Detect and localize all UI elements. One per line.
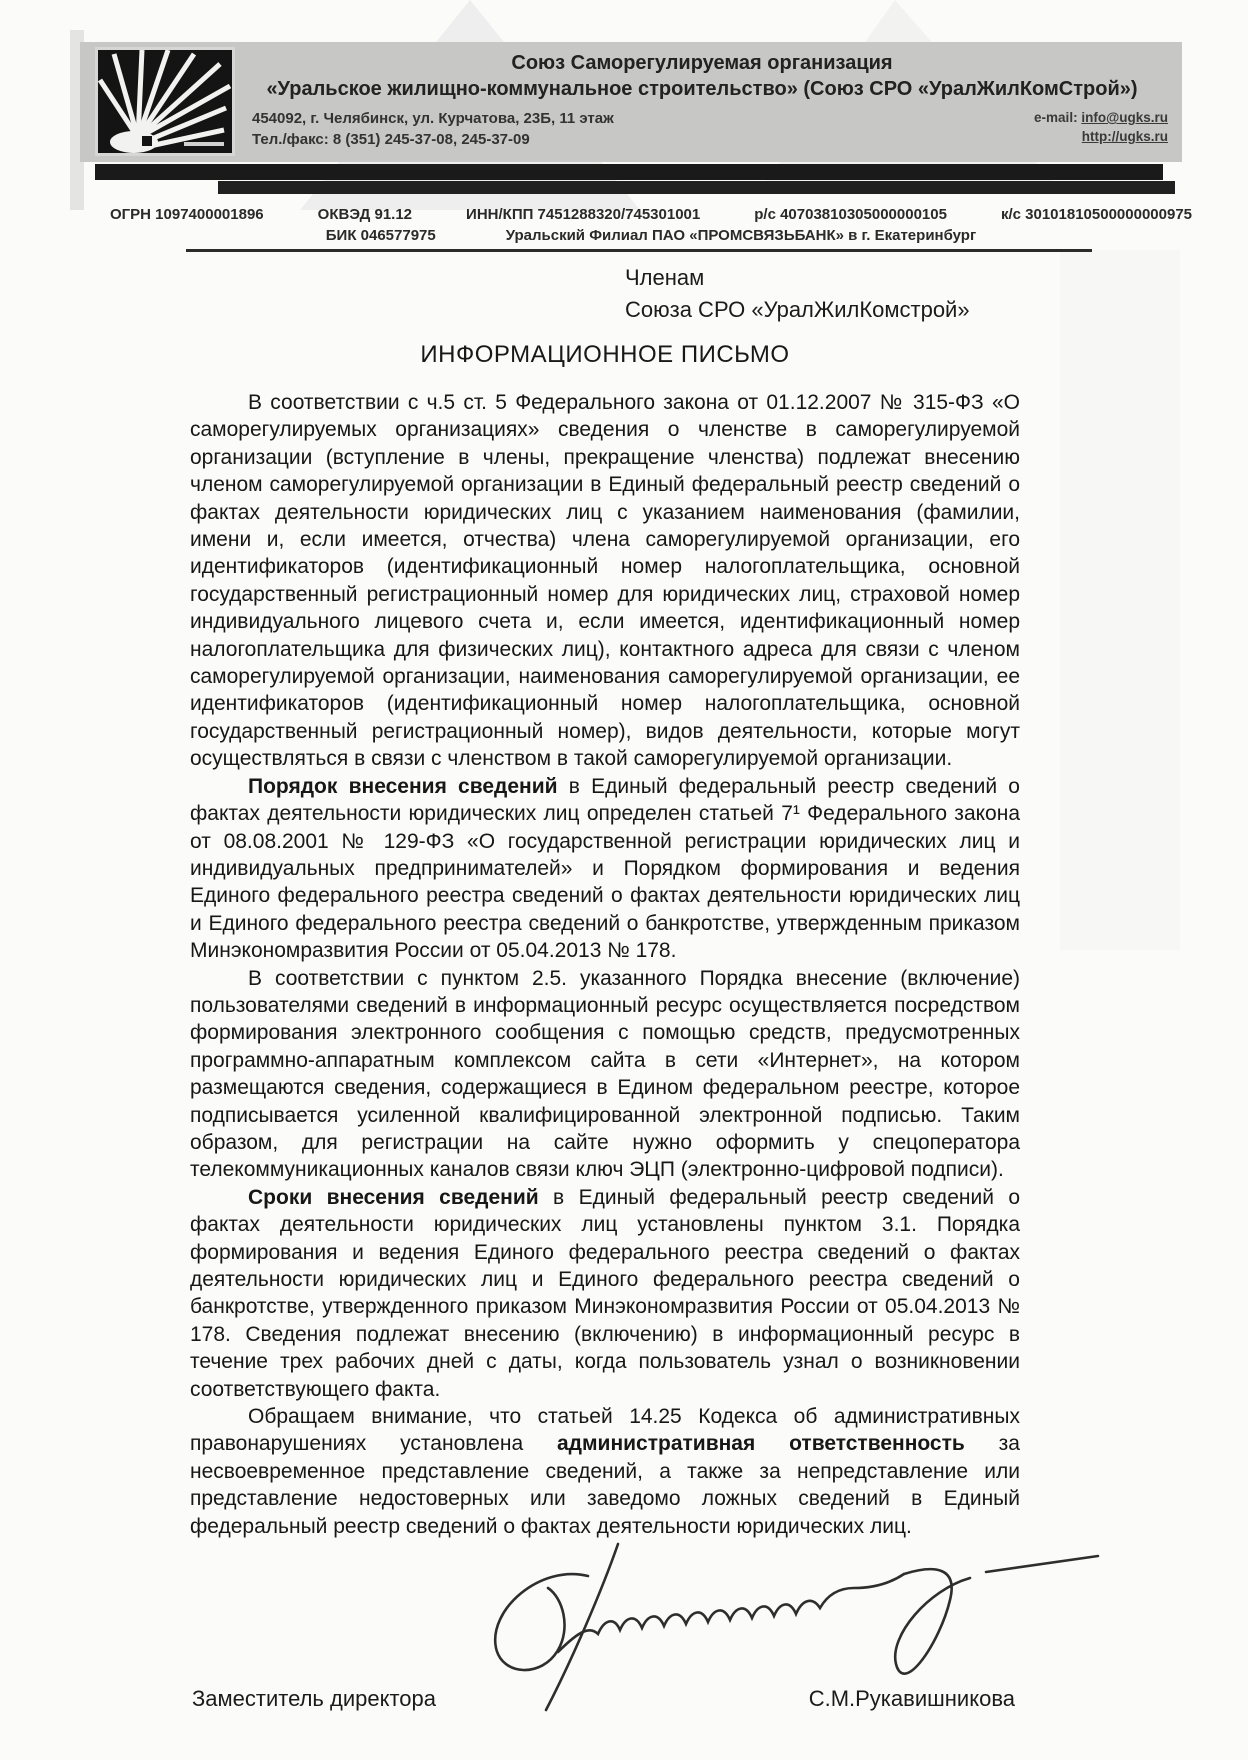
org-name-line1: Союз Саморегулируемая организация [511,52,893,74]
email-link: info@ugks.ru [1081,110,1168,125]
org-phone: Тел./факс: 8 (351) 245-37-08, 245-37-09 [252,131,530,148]
addressee-line2: Союза СРО «УралЖилКомстрой» [625,297,970,322]
requisite-bank: Уральский Филиал ПАО «ПРОМСВЯЗЬБАНК» в г. Екатеринбург [505,227,977,244]
body-paragraph: В соответствии с ч.5 ст. 5 Федерального закона от 01.12.2007 № 315-ФЗ «О саморегулируемых организациях» сведения о членстве в саморегулируемой организации (вступление в члены, прекращение членства) подлежат внесению членом саморегулируемой организации в Единый федеральный реестр сведений о фактах деятельности юридических лиц с указанием наименования (фамилии, имени и, если имеется, отчества) члена саморегулируемой организации, его идентификаторов (идентификационный номер налогоплательщика, основной государственный регистрационный номер для юридических лиц, страховой номер индивидуального лицевого счета и, если имеется, идентификационный номер налогоплательщика для физических лиц), контактного адреса для связи с членом саморегулируемой организации, наименования саморегулируемой организации, ее идентификаторов (идентификационный номер налогоплательщика, основной государственный регистрационный номер), видов деятельности, которые могут осуществляться в связи с членством в такой саморегулируемой организации. [190,391,1020,771]
requisites-row-1 [110,206,1192,223]
letter-body [190,389,1020,1540]
org-name-line2: «Уральское жилищно-коммунальное строительство» (Союз СРО «УралЖилКомСтрой») [266,78,1138,100]
letterhead-band [80,42,1182,162]
separator-bar-top [95,164,1163,180]
signer-name: С.М.Рукавишникова [808,1686,1015,1711]
org-contact-block [252,108,614,150]
requisites-underline [186,249,1092,252]
org-web-block [1034,108,1168,146]
requisite-ogrn: ОГРН 1097400001896 [110,206,264,223]
addressee-block [625,262,970,326]
body-paragraph: Порядок внесения сведений в Единый федеральный реестр сведений о фактах деятельности юридических лиц определен статьей 7¹ Федерального закона от 08.08.2001 № 129-ФЗ «О государственной регистрации юридических лиц и индивидуальных предпринимателей» и Порядком формирования и ведения Единого федерального реестра сведений о фактах деятельности юридических лиц и Единого федерального реестра сведений о банкротстве, утвержденным приказом Минэкономразвития России от 05.04.2013 № 178. [190,774,1020,963]
sun-rays-icon [98,50,232,153]
signer-position: Заместитель директора [192,1686,436,1711]
org-logo [98,50,232,153]
requisites-block [110,206,1192,252]
email-row [1034,108,1168,127]
requisite-bik: БИК 046577975 [325,227,436,244]
scan-artifact [1060,250,1180,950]
requisite-innkpp: ИНН/КПП 7451288320/745301001 [466,206,701,223]
requisite-ks: к/с 30101810500000000975 [1000,206,1192,223]
body-paragraph: Сроки внесения сведений в Единый федеральный реестр сведений о фактах деятельности юридических лиц установлены пунктом 3.1. Порядка формирования и ведения Единого федерального реестра сведений о фактах деятельности юридических лиц и Единого федерального реестра сведений о банкротстве, утвержденного приказом Минэкономразвития России от 05.04.2013 № 178. Сведения подлежат внесению (включению) в информационный ресурс в течение трех рабочих дней с даты, когда пользователь узнал о возникновении соответствующего факта. [190,1185,1020,1401]
org-address: 454092, г. Челябинск, ул. Курчатова, 23Б, 11 этаж [252,110,614,127]
website-link: http://ugks.ru [1081,129,1168,144]
requisite-rs: р/с 40703810305000000105 [754,206,947,223]
requisite-okved: ОКВЭД 91.12 [317,206,413,223]
requisites-row-2 [110,227,1192,244]
separator-bar-bottom [218,181,1175,194]
body-paragraph: Обращаем внимание, что статьей 14.25 Кодекса об административных правонарушениях установлена административная ответственность за несвоевременное представление сведений, а также за непредставление или представление недостоверных или заведомо ложных сведений в Единый федеральный реестр сведений о фактах деятельности юридических лиц. [190,1405,1020,1538]
body-paragraph: В соответствии с пунктом 2.5. указанного Порядка внесение (включение) пользователями сведений в информационный ресурс осуществляется посредством формирования электронного сообщения с помощью средств, предусмотренных программно-аппаратным комплексом сайта в сети «Интернет», на котором размещаются сведения, содержащиеся в Едином федеральном реестре, которое подписывается усиленной квалифицированной электронной подписью. Таким образом, для регистрации на сайте нужно оформить у спецоператора телекоммуникационных каналов связи ключ ЭЦП (электронно-цифровой подписи). [190,966,1020,1182]
signature-row [192,1686,1015,1712]
addressee-line1: Членам [625,265,705,290]
letter-title: ИНФОРМАЦИОННОЕ ПИСЬМО [420,341,790,368]
email-label: e-mail: [1034,110,1078,125]
